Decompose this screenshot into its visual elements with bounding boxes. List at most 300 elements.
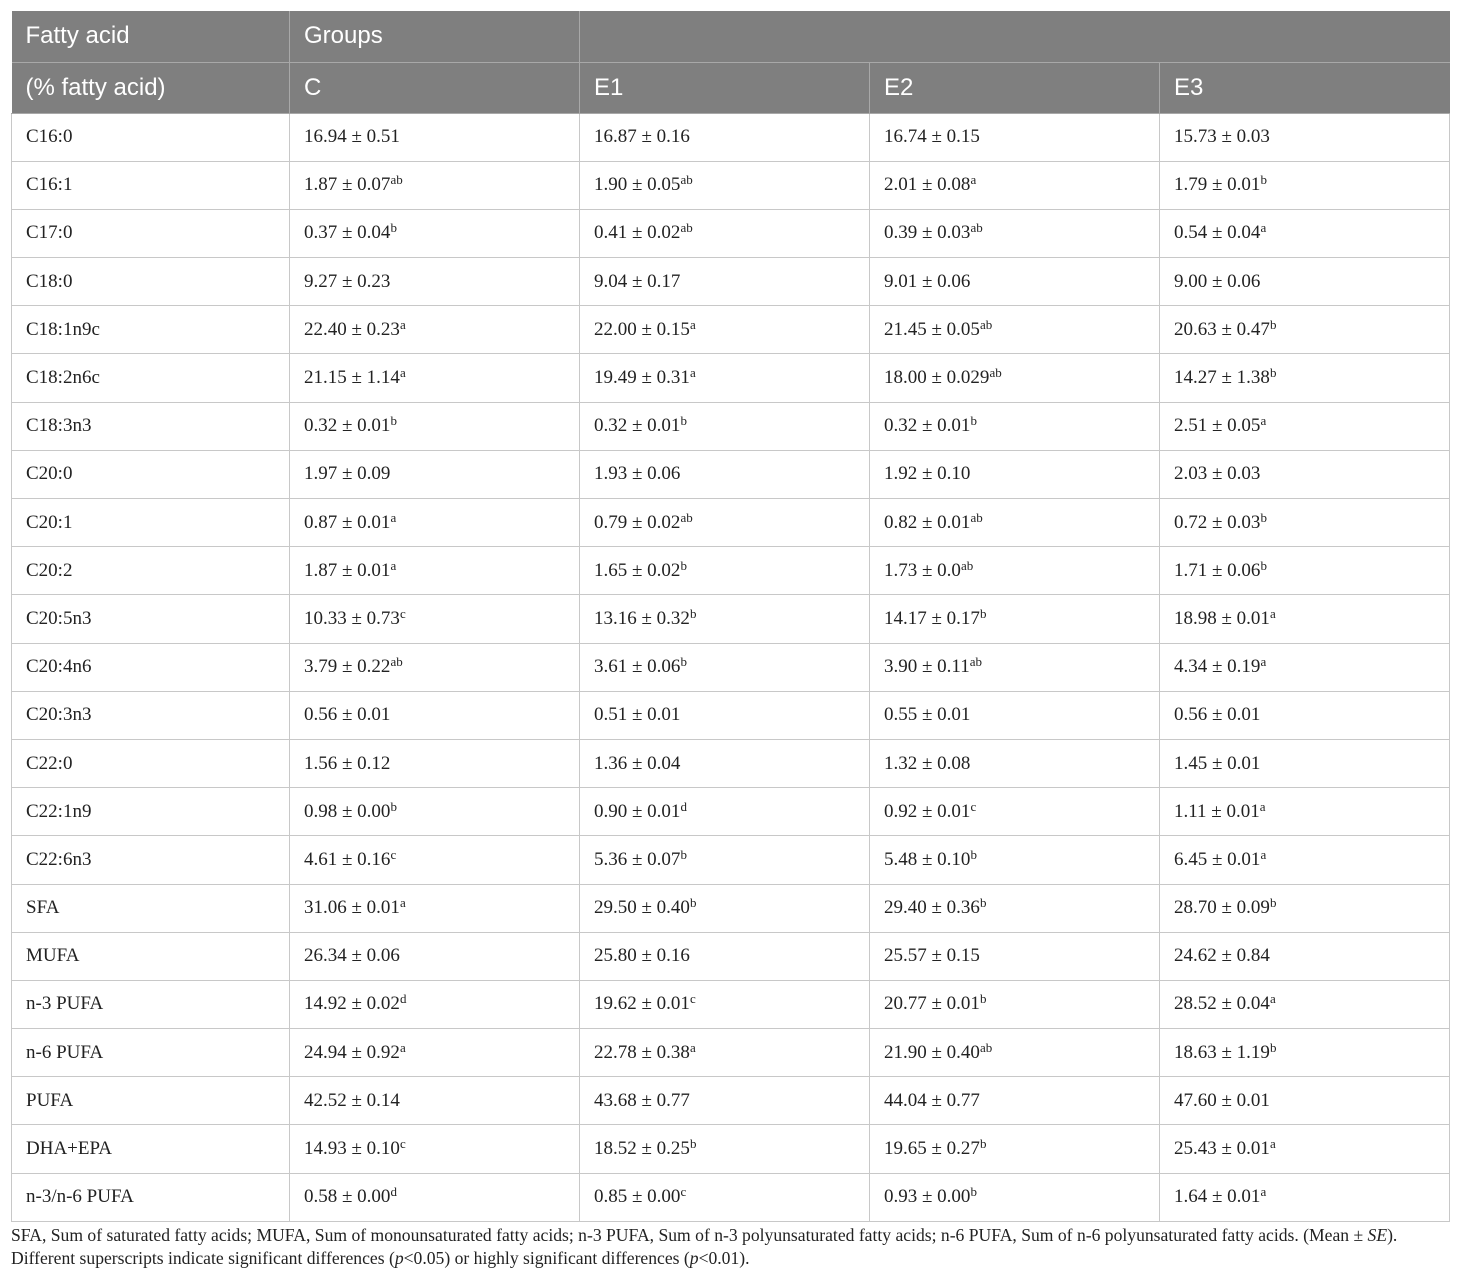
cell-superscript: a bbox=[390, 509, 397, 525]
cell-superscript: ab bbox=[390, 172, 403, 188]
row-label: C18:2n6c bbox=[12, 354, 290, 402]
cell-superscript: ab bbox=[680, 509, 693, 525]
table-cell bbox=[870, 980, 1160, 1028]
table-cell bbox=[290, 739, 580, 787]
cell-value: 1.73 ± 0.0 bbox=[884, 559, 961, 581]
cell-superscript: a bbox=[1269, 605, 1276, 621]
table-cell bbox=[870, 788, 1160, 836]
table-cell bbox=[1160, 450, 1450, 498]
cell-superscript: ab bbox=[970, 220, 983, 236]
footnote-p2: p bbox=[689, 1248, 699, 1268]
table-cell bbox=[870, 354, 1160, 402]
table-cell bbox=[290, 1173, 580, 1221]
table-row bbox=[12, 1125, 1450, 1173]
table-cell bbox=[870, 1077, 1160, 1125]
table-cell bbox=[290, 258, 580, 306]
table-cell bbox=[1160, 306, 1450, 354]
table-row bbox=[12, 739, 1450, 787]
table-row bbox=[12, 932, 1450, 980]
table-cell bbox=[580, 980, 870, 1028]
table-row bbox=[12, 884, 1450, 932]
cell-value: 19.49 ± 0.31 bbox=[594, 367, 690, 389]
table-row bbox=[12, 113, 1450, 161]
row-label: C18:1n9c bbox=[12, 306, 290, 354]
table-cell bbox=[870, 836, 1160, 884]
cell-value: 0.90 ± 0.01 bbox=[594, 800, 681, 822]
cell-superscript: a bbox=[1260, 1184, 1267, 1200]
cell-value: 1.36 ± 0.04 bbox=[594, 752, 681, 774]
cell-superscript: b bbox=[1269, 365, 1277, 381]
cell-value: 31.06 ± 0.01 bbox=[304, 897, 400, 919]
table-cell bbox=[870, 1029, 1160, 1077]
table-cell bbox=[290, 980, 580, 1028]
table-cell bbox=[1160, 209, 1450, 257]
cell-value: 0.32 ± 0.01 bbox=[884, 415, 971, 437]
cell-value: 1.56 ± 0.12 bbox=[304, 752, 391, 774]
table-row bbox=[12, 402, 1450, 450]
cell-superscript: b bbox=[1269, 895, 1277, 911]
table-row bbox=[12, 595, 1450, 643]
cell-superscript: b bbox=[1260, 172, 1267, 188]
table-cell bbox=[1160, 161, 1450, 209]
cell-superscript: ab bbox=[989, 365, 1002, 381]
cell-value: 0.37 ± 0.04 bbox=[304, 222, 391, 244]
cell-value: 1.45 ± 0.01 bbox=[1174, 752, 1261, 774]
table-cell bbox=[1160, 258, 1450, 306]
cell-superscript: a bbox=[399, 316, 406, 332]
cell-superscript: a bbox=[1260, 220, 1267, 236]
table-cell bbox=[870, 113, 1160, 161]
table-cell bbox=[580, 884, 870, 932]
table-cell bbox=[1160, 354, 1450, 402]
table-cell bbox=[1160, 1077, 1450, 1125]
table-cell bbox=[870, 258, 1160, 306]
cell-value: 18.52 ± 0.25 bbox=[594, 1138, 690, 1160]
row-label: C16:1 bbox=[12, 161, 290, 209]
cell-superscript: b bbox=[979, 991, 987, 1007]
cell-value: 9.00 ± 0.06 bbox=[1174, 270, 1261, 292]
table-cell bbox=[870, 499, 1160, 547]
table-row bbox=[12, 788, 1450, 836]
cell-value: 42.52 ± 0.14 bbox=[304, 1089, 400, 1111]
table-cell bbox=[290, 113, 580, 161]
cell-value: 1.87 ± 0.07 bbox=[304, 174, 391, 196]
cell-value: 22.40 ± 0.23 bbox=[304, 318, 400, 340]
cell-superscript: b bbox=[1269, 1039, 1277, 1055]
table-cell bbox=[290, 1077, 580, 1125]
cell-superscript: b bbox=[1269, 316, 1277, 332]
cell-value: 1.11 ± 0.01 bbox=[1174, 800, 1260, 822]
cell-superscript: b bbox=[1260, 557, 1267, 573]
cell-superscript: c bbox=[399, 1136, 406, 1152]
cell-superscript: a bbox=[399, 895, 406, 911]
row-label: C20:0 bbox=[12, 450, 290, 498]
cell-superscript: d bbox=[399, 991, 407, 1007]
table-cell bbox=[1160, 499, 1450, 547]
cell-value: 1.71 ± 0.06 bbox=[1174, 559, 1261, 581]
cell-superscript: a bbox=[1269, 1136, 1276, 1152]
table-cell bbox=[290, 788, 580, 836]
cell-value: 18.98 ± 0.01 bbox=[1174, 607, 1270, 629]
table-body bbox=[12, 113, 1450, 1221]
cell-value: 9.01 ± 0.06 bbox=[884, 270, 971, 292]
cell-value: 0.87 ± 0.01 bbox=[304, 511, 391, 533]
table-cell bbox=[1160, 788, 1450, 836]
cell-superscript: ab bbox=[960, 557, 974, 573]
table-cell bbox=[580, 209, 870, 257]
header-group-c: C bbox=[290, 62, 580, 113]
cell-superscript: b bbox=[1260, 509, 1267, 525]
table-row bbox=[12, 450, 1450, 498]
table-cell bbox=[580, 595, 870, 643]
table-cell bbox=[580, 739, 870, 787]
cell-value: 18.63 ± 1.19 bbox=[1174, 1041, 1270, 1063]
table-cell bbox=[290, 161, 580, 209]
table-cell bbox=[870, 691, 1160, 739]
cell-superscript: b bbox=[689, 605, 697, 621]
footnote-end: <0.01). bbox=[698, 1248, 750, 1268]
row-label: C20:1 bbox=[12, 499, 290, 547]
table-cell bbox=[580, 1173, 870, 1221]
cell-value: 24.94 ± 0.92 bbox=[304, 1041, 400, 1063]
cell-value: 0.54 ± 0.04 bbox=[1174, 222, 1261, 244]
table-cell bbox=[580, 1125, 870, 1173]
footnote-mid: <0.05) or highly significant differences ( bbox=[403, 1248, 690, 1268]
cell-value: 1.97 ± 0.09 bbox=[304, 463, 391, 485]
cell-value: 21.90 ± 0.40 bbox=[884, 1041, 980, 1063]
cell-superscript: b bbox=[680, 557, 687, 573]
cell-superscript: ab bbox=[390, 654, 403, 670]
table-cell bbox=[870, 932, 1160, 980]
table-cell bbox=[290, 643, 580, 691]
cell-value: 16.74 ± 0.15 bbox=[884, 126, 980, 148]
table-cell bbox=[870, 402, 1160, 450]
cell-superscript: ab bbox=[979, 1039, 993, 1055]
cell-value: 0.56 ± 0.01 bbox=[304, 704, 391, 726]
table-cell bbox=[290, 1029, 580, 1077]
table-cell bbox=[580, 1029, 870, 1077]
cell-value: 1.90 ± 0.05 bbox=[594, 174, 681, 196]
cell-superscript: b bbox=[970, 1184, 977, 1200]
cell-value: 4.61 ± 0.16 bbox=[304, 848, 391, 870]
table-cell bbox=[290, 691, 580, 739]
cell-value: 2.03 ± 0.03 bbox=[1174, 463, 1261, 485]
cell-superscript: ab bbox=[969, 654, 983, 670]
table-cell bbox=[1160, 932, 1450, 980]
cell-superscript: ab bbox=[970, 509, 983, 525]
cell-value: 1.64 ± 0.01 bbox=[1174, 1186, 1261, 1208]
cell-value: 0.32 ± 0.01 bbox=[594, 415, 681, 437]
header-group-e1: E1 bbox=[580, 62, 870, 113]
cell-value: 14.17 ± 0.17 bbox=[884, 607, 980, 629]
header-row-1 bbox=[12, 11, 1450, 62]
table-row bbox=[12, 547, 1450, 595]
row-label: C16:0 bbox=[12, 113, 290, 161]
cell-value: 25.57 ± 0.15 bbox=[884, 945, 980, 967]
row-label: n-3/n-6 PUFA bbox=[12, 1173, 290, 1221]
row-label: C20:2 bbox=[12, 547, 290, 595]
cell-value: 6.45 ± 0.01 bbox=[1174, 848, 1261, 870]
table-cell bbox=[580, 161, 870, 209]
table-footnote bbox=[11, 1224, 1451, 1270]
footnote-se: SE bbox=[1367, 1225, 1388, 1245]
table-row bbox=[12, 643, 1450, 691]
table-cell bbox=[1160, 739, 1450, 787]
row-label: C22:6n3 bbox=[12, 836, 290, 884]
cell-value: 21.15 ± 1.14 bbox=[304, 367, 400, 389]
fatty-acid-table-container bbox=[11, 11, 1449, 1222]
row-label: n-3 PUFA bbox=[12, 980, 290, 1028]
row-label: C17:0 bbox=[12, 209, 290, 257]
cell-value: 0.92 ± 0.01 bbox=[884, 800, 971, 822]
table-cell bbox=[1160, 836, 1450, 884]
footnote-line-2 bbox=[11, 1247, 1451, 1270]
cell-value: 14.27 ± 1.38 bbox=[1174, 367, 1270, 389]
cell-superscript: ab bbox=[680, 172, 693, 188]
footnote-superscript-note: Different superscripts indicate significant differences ( bbox=[11, 1248, 395, 1268]
table-row bbox=[12, 1173, 1450, 1221]
row-label: C18:3n3 bbox=[12, 402, 290, 450]
table-cell bbox=[580, 788, 870, 836]
header-group-e2: E2 bbox=[870, 62, 1160, 113]
cell-value: 1.65 ± 0.02 bbox=[594, 559, 681, 581]
row-label: C18:0 bbox=[12, 258, 290, 306]
row-label: SFA bbox=[12, 884, 290, 932]
table-cell bbox=[580, 547, 870, 595]
table-cell bbox=[580, 450, 870, 498]
cell-value: 10.33 ± 0.73 bbox=[304, 607, 400, 629]
table-cell bbox=[1160, 113, 1450, 161]
header-group-e3: E3 bbox=[1160, 62, 1450, 113]
cell-superscript: c bbox=[970, 798, 977, 814]
table-cell bbox=[580, 258, 870, 306]
header-unit: (% fatty acid) bbox=[12, 62, 290, 113]
cell-value: 0.32 ± 0.01 bbox=[304, 415, 391, 437]
cell-value: 14.92 ± 0.02 bbox=[304, 993, 400, 1015]
cell-value: 1.79 ± 0.01 bbox=[1174, 174, 1261, 196]
table-cell bbox=[580, 306, 870, 354]
cell-value: 19.65 ± 0.27 bbox=[884, 1138, 980, 1160]
cell-superscript: ab bbox=[680, 220, 693, 236]
table-cell bbox=[290, 595, 580, 643]
table-cell bbox=[580, 643, 870, 691]
cell-superscript: a bbox=[399, 1039, 406, 1055]
table-cell bbox=[1160, 402, 1450, 450]
table-cell bbox=[870, 161, 1160, 209]
row-label: n-6 PUFA bbox=[12, 1029, 290, 1077]
cell-value: 26.34 ± 0.06 bbox=[304, 945, 400, 967]
cell-value: 0.82 ± 0.01 bbox=[884, 511, 971, 533]
cell-value: 2.51 ± 0.05 bbox=[1174, 415, 1261, 437]
cell-superscript: c bbox=[399, 605, 406, 621]
cell-superscript: a bbox=[689, 365, 696, 381]
cell-value: 44.04 ± 0.77 bbox=[884, 1089, 980, 1111]
table-row bbox=[12, 836, 1450, 884]
table-cell bbox=[870, 547, 1160, 595]
footnote-p1: p bbox=[394, 1248, 404, 1268]
cell-value: 0.51 ± 0.01 bbox=[594, 704, 681, 726]
header-row-2 bbox=[12, 62, 1450, 113]
table-cell bbox=[580, 113, 870, 161]
table-cell bbox=[1160, 1125, 1450, 1173]
cell-superscript: a bbox=[970, 172, 977, 188]
cell-value: 20.63 ± 0.47 bbox=[1174, 318, 1270, 340]
cell-superscript: b bbox=[680, 654, 687, 670]
table-row bbox=[12, 499, 1450, 547]
cell-superscript: a bbox=[399, 365, 406, 381]
table-cell bbox=[1160, 980, 1450, 1028]
cell-value: 24.62 ± 0.84 bbox=[1174, 945, 1270, 967]
table-cell bbox=[290, 836, 580, 884]
cell-value: 3.61 ± 0.06 bbox=[594, 656, 681, 678]
table-cell bbox=[1160, 884, 1450, 932]
table-row bbox=[12, 209, 1450, 257]
cell-superscript: a bbox=[1260, 413, 1267, 429]
table-cell bbox=[1160, 1029, 1450, 1077]
row-label: MUFA bbox=[12, 932, 290, 980]
table-cell bbox=[870, 306, 1160, 354]
cell-value: 29.50 ± 0.40 bbox=[594, 897, 690, 919]
table-cell bbox=[1160, 1173, 1450, 1221]
table-cell bbox=[580, 499, 870, 547]
cell-superscript: b bbox=[970, 413, 977, 429]
cell-value: 0.55 ± 0.01 bbox=[884, 704, 971, 726]
cell-value: 43.68 ± 0.77 bbox=[594, 1089, 690, 1111]
cell-value: 47.60 ± 0.01 bbox=[1174, 1089, 1270, 1111]
cell-value: 1.93 ± 0.06 bbox=[594, 463, 681, 485]
cell-superscript: b bbox=[979, 1136, 987, 1152]
header-groups: Groups bbox=[290, 11, 580, 62]
cell-value: 1.87 ± 0.01 bbox=[304, 559, 391, 581]
cell-value: 0.56 ± 0.01 bbox=[1174, 704, 1261, 726]
cell-value: 0.93 ± 0.00 bbox=[884, 1186, 971, 1208]
table-row bbox=[12, 691, 1450, 739]
cell-value: 3.79 ± 0.22 bbox=[304, 656, 391, 678]
footnote-abbreviations: SFA, Sum of saturated fatty acids; MUFA, Sum of monounsaturated fatty acids; n-3 PUFA, Sum of n-3 polyunsaturated fatty acids; n-6 PUFA, Sum of n-6 polyunsaturated fatty acids. (Mean ± bbox=[11, 1225, 1368, 1245]
table-cell bbox=[290, 932, 580, 980]
footnote-line1-end: ). bbox=[1387, 1225, 1398, 1245]
table-cell bbox=[870, 739, 1160, 787]
table-cell bbox=[870, 1173, 1160, 1221]
table-row bbox=[12, 1077, 1450, 1125]
table-cell bbox=[580, 354, 870, 402]
cell-value: 0.98 ± 0.00 bbox=[304, 800, 391, 822]
cell-value: 25.80 ± 0.16 bbox=[594, 945, 690, 967]
cell-superscript: b bbox=[970, 846, 977, 862]
cell-value: 16.87 ± 0.16 bbox=[594, 126, 690, 148]
cell-superscript: a bbox=[1269, 991, 1276, 1007]
cell-value: 9.27 ± 0.23 bbox=[304, 270, 391, 292]
footnote-line-1 bbox=[11, 1224, 1451, 1247]
table-cell bbox=[290, 306, 580, 354]
cell-value: 21.45 ± 0.05 bbox=[884, 318, 980, 340]
header-empty bbox=[580, 11, 1450, 62]
cell-value: 0.58 ± 0.00 bbox=[304, 1186, 391, 1208]
cell-superscript: b bbox=[390, 220, 397, 236]
table-cell bbox=[580, 932, 870, 980]
row-label: C22:1n9 bbox=[12, 788, 290, 836]
cell-superscript: b bbox=[689, 1136, 697, 1152]
cell-value: 0.85 ± 0.00 bbox=[594, 1186, 681, 1208]
cell-value: 28.70 ± 0.09 bbox=[1174, 897, 1270, 919]
cell-value: 5.36 ± 0.07 bbox=[594, 848, 681, 870]
cell-value: 1.92 ± 0.10 bbox=[884, 463, 971, 485]
cell-value: 29.40 ± 0.36 bbox=[884, 897, 980, 919]
cell-superscript: b bbox=[689, 895, 697, 911]
row-label: DHA+EPA bbox=[12, 1125, 290, 1173]
cell-value: 5.48 ± 0.10 bbox=[884, 848, 971, 870]
cell-superscript: b bbox=[680, 846, 687, 862]
cell-superscript: a bbox=[390, 557, 397, 573]
table-cell bbox=[290, 547, 580, 595]
table-cell bbox=[1160, 691, 1450, 739]
table-cell bbox=[290, 499, 580, 547]
table-cell bbox=[290, 209, 580, 257]
cell-superscript: d bbox=[680, 798, 687, 814]
row-label: C22:0 bbox=[12, 739, 290, 787]
table-cell bbox=[290, 450, 580, 498]
cell-value: 15.73 ± 0.03 bbox=[1174, 126, 1270, 148]
cell-superscript: c bbox=[680, 1184, 687, 1200]
row-label: C20:5n3 bbox=[12, 595, 290, 643]
cell-superscript: c bbox=[689, 991, 696, 1007]
cell-superscript: d bbox=[390, 1184, 397, 1200]
table-cell bbox=[290, 402, 580, 450]
cell-value: 3.90 ± 0.11 bbox=[884, 656, 970, 678]
cell-value: 19.62 ± 0.01 bbox=[594, 993, 690, 1015]
cell-value: 0.39 ± 0.03 bbox=[884, 222, 971, 244]
table-row bbox=[12, 306, 1450, 354]
cell-superscript: a bbox=[1259, 798, 1266, 814]
table-cell bbox=[870, 595, 1160, 643]
cell-value: 0.79 ± 0.02 bbox=[594, 511, 681, 533]
table-row bbox=[12, 980, 1450, 1028]
cell-superscript: b bbox=[680, 413, 687, 429]
table-cell bbox=[870, 643, 1160, 691]
cell-value: 0.41 ± 0.02 bbox=[594, 222, 681, 244]
row-label: C20:4n6 bbox=[12, 643, 290, 691]
cell-value: 14.93 ± 0.10 bbox=[304, 1138, 400, 1160]
cell-superscript: b bbox=[979, 605, 987, 621]
table-row bbox=[12, 161, 1450, 209]
table-cell bbox=[580, 691, 870, 739]
cell-value: 0.72 ± 0.03 bbox=[1174, 511, 1261, 533]
row-label: PUFA bbox=[12, 1077, 290, 1125]
cell-value: 22.78 ± 0.38 bbox=[594, 1041, 690, 1063]
cell-value: 4.34 ± 0.19 bbox=[1174, 656, 1261, 678]
cell-value: 9.04 ± 0.17 bbox=[594, 270, 681, 292]
table-cell bbox=[290, 884, 580, 932]
cell-superscript: a bbox=[689, 1039, 696, 1055]
fatty-acid-table bbox=[11, 11, 1450, 1222]
cell-value: 13.16 ± 0.32 bbox=[594, 607, 690, 629]
table-cell bbox=[1160, 547, 1450, 595]
cell-superscript: b bbox=[390, 798, 397, 814]
table-row bbox=[12, 1029, 1450, 1077]
cell-superscript: a bbox=[689, 316, 696, 332]
cell-superscript: a bbox=[1260, 846, 1267, 862]
header-fatty-acid: Fatty acid bbox=[12, 11, 290, 62]
table-header bbox=[12, 11, 1450, 113]
table-cell bbox=[870, 209, 1160, 257]
row-label: C20:3n3 bbox=[12, 691, 290, 739]
cell-value: 28.52 ± 0.04 bbox=[1174, 993, 1270, 1015]
cell-superscript: c bbox=[390, 846, 397, 862]
table-cell bbox=[870, 884, 1160, 932]
cell-value: 16.94 ± 0.51 bbox=[304, 126, 400, 148]
cell-value: 22.00 ± 0.15 bbox=[594, 318, 690, 340]
cell-value: 20.77 ± 0.01 bbox=[884, 993, 980, 1015]
